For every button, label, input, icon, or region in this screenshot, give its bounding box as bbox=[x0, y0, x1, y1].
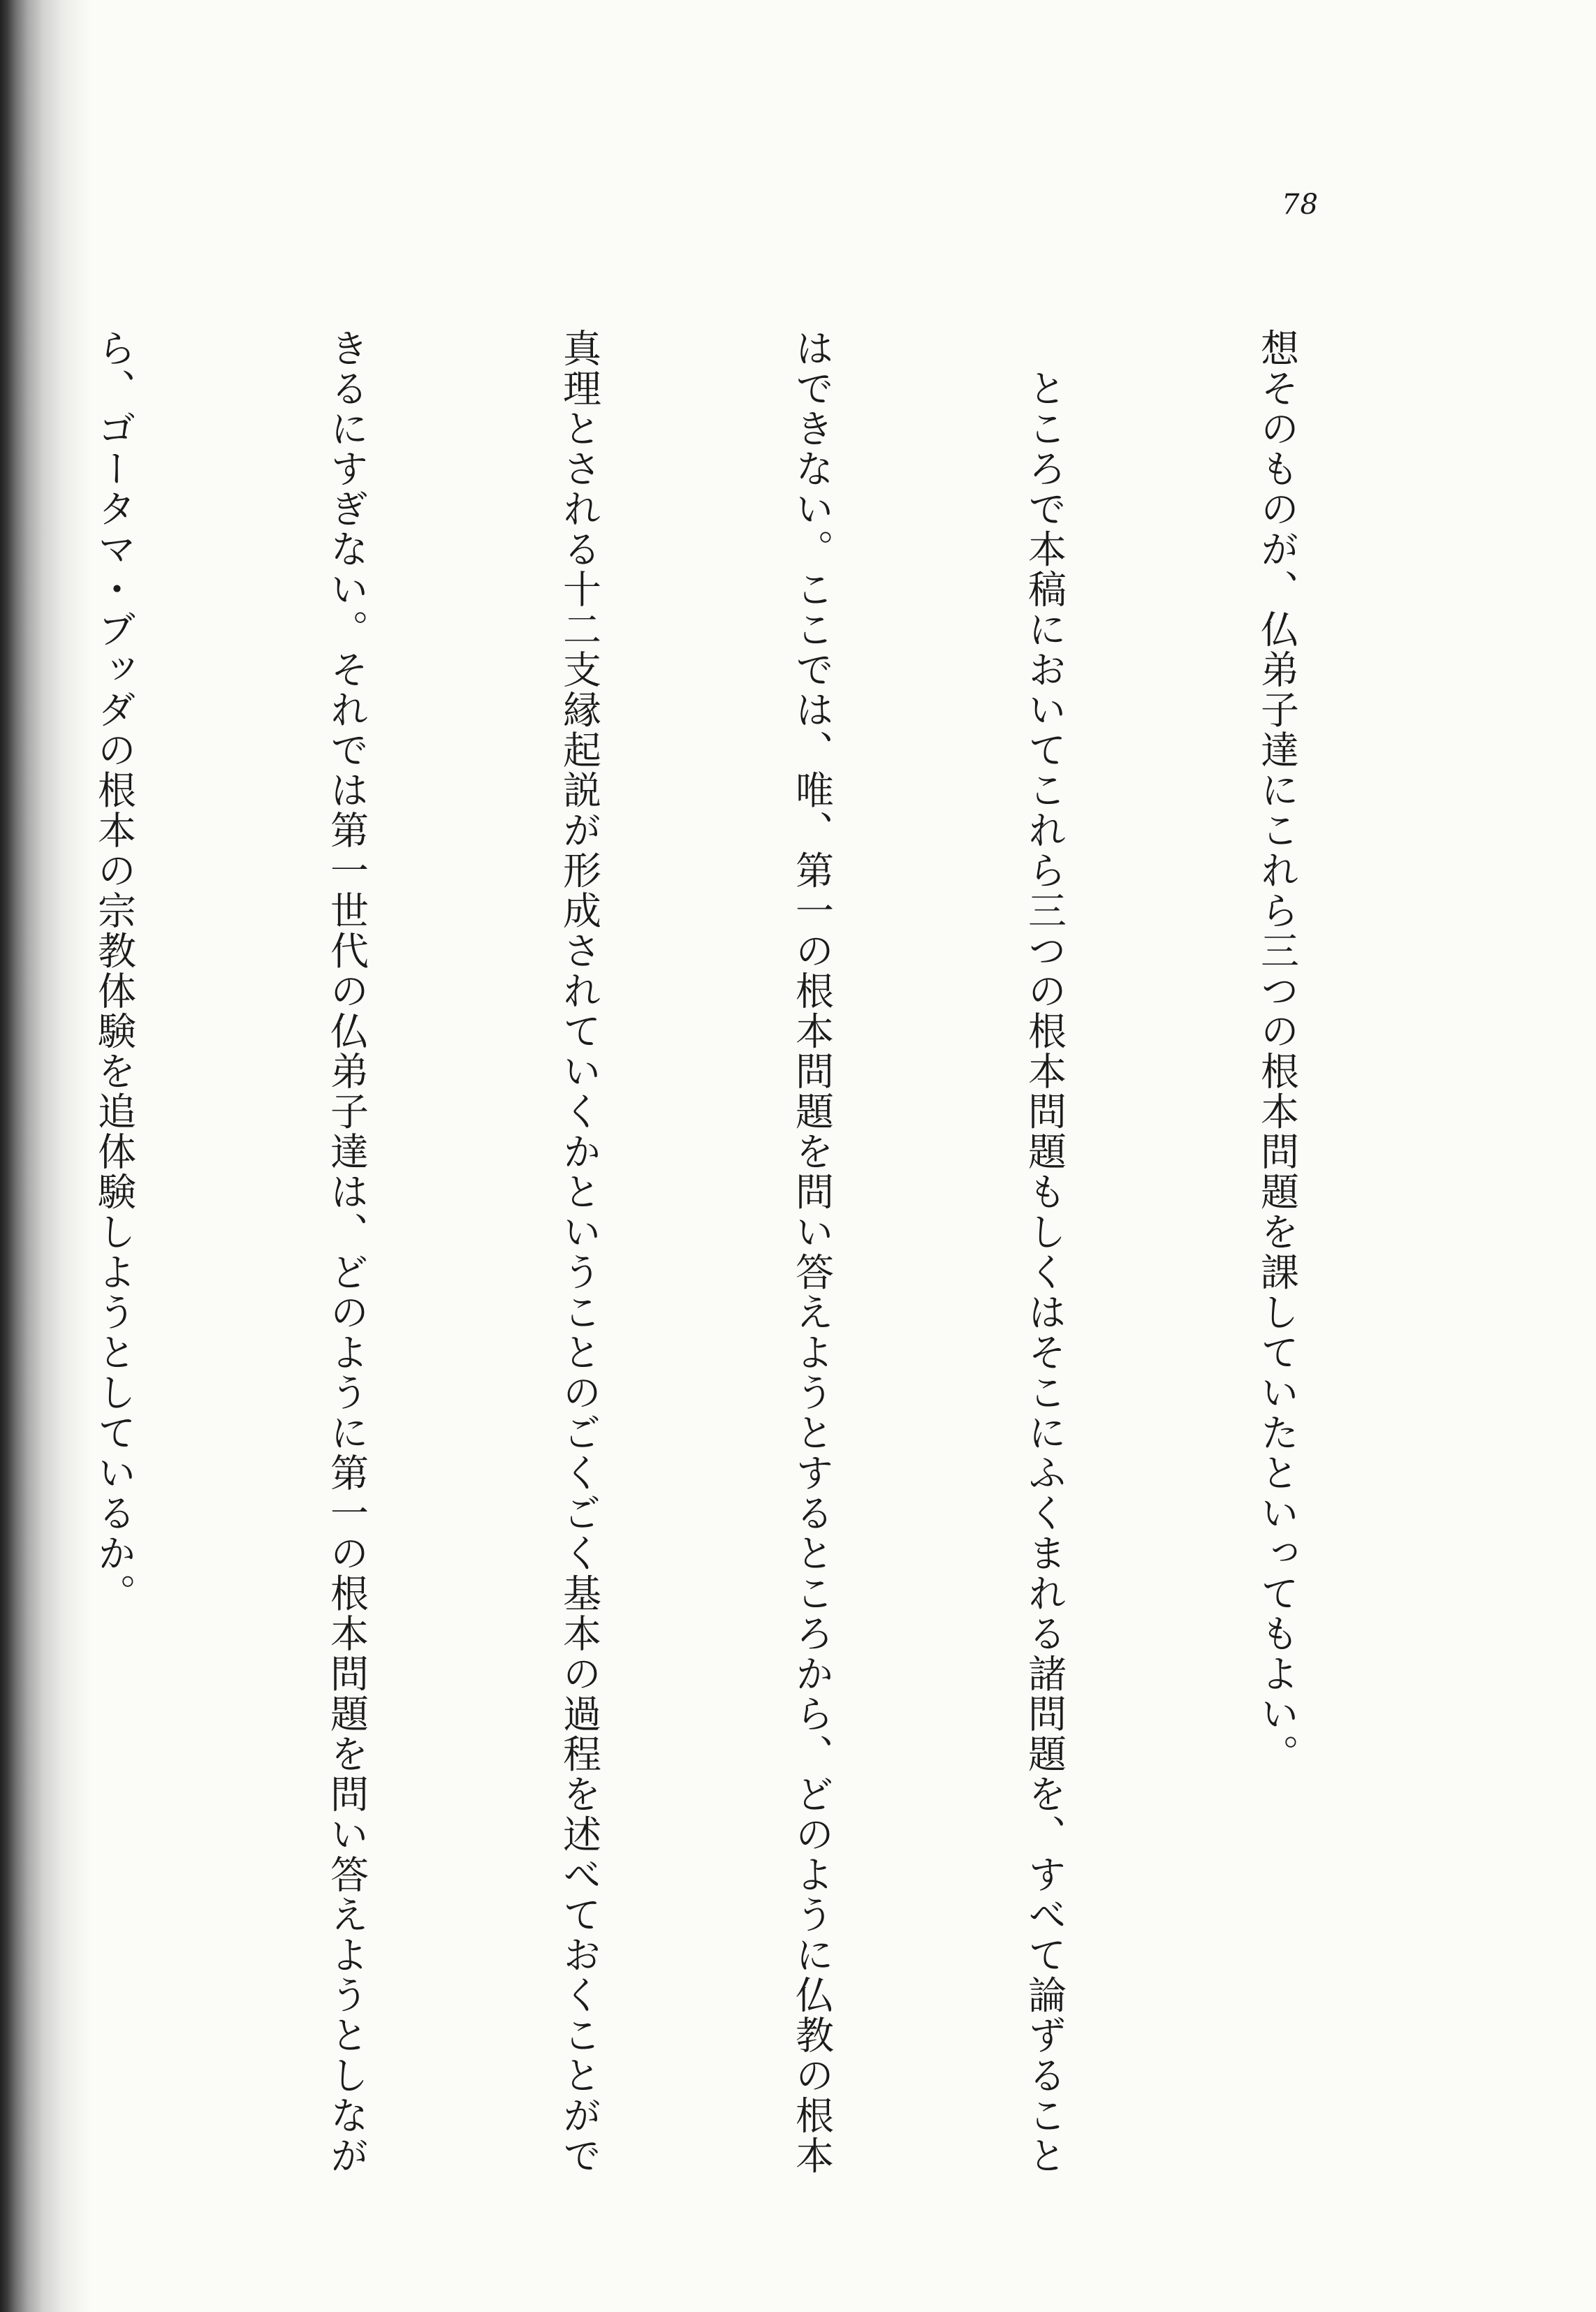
body-text bbox=[0, 328, 1470, 2284]
text-line: 想そのものが、仏弟子達にこれら三つの根本問題を課していたといってもよい。 bbox=[1254, 328, 1299, 1774]
text-line: ら、ゴータマ・ブッダの根本の宗教体験を追体験しようとしているか。 bbox=[91, 328, 136, 1614]
text-line: 真理とされる十二支縁起説が形成されていくかということのごくごく基本の過程を述べておくことがで bbox=[557, 328, 601, 2176]
text-line: ところで本稿においてこれら三つの根本問題もしくはそこにふくまれる諸問題を、すべて論ずること bbox=[1022, 328, 1067, 2176]
page-number: 78 bbox=[1282, 189, 1319, 221]
text-line: きるにすぎない。それでは第一世代の仏弟子達は、どのように第一の根本問題を問い答えようとしなが bbox=[324, 328, 369, 2176]
text-line: はできない。ここでは、唯、第一の根本問題を問い答えようとするところから、どのように仏教の根本 bbox=[789, 328, 834, 2176]
